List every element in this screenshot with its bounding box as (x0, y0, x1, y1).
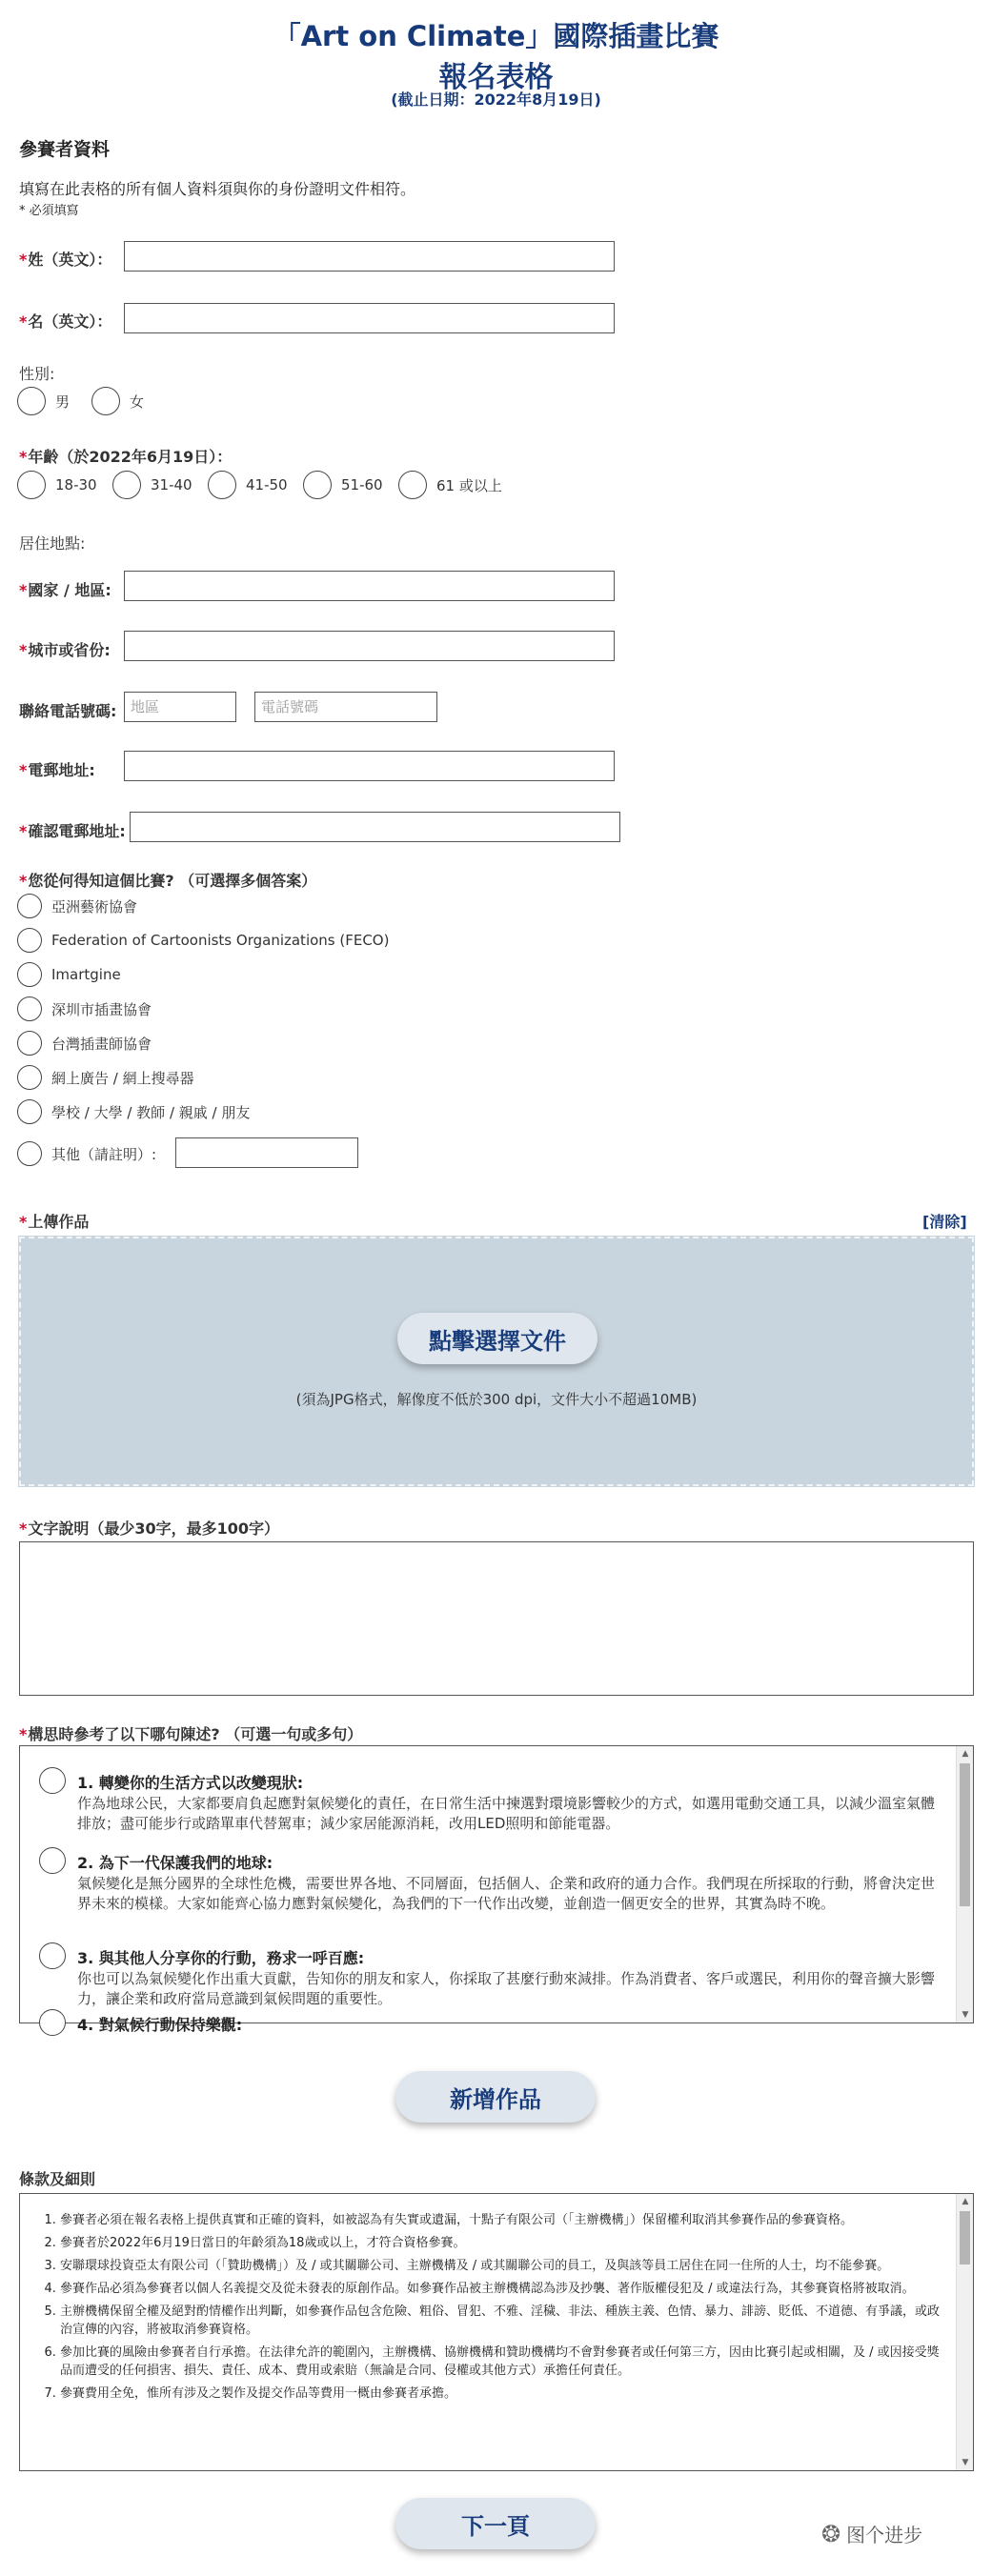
terms-item: 5. 主辦機構保留全權及絕對酌情權作出判斷，如參賽作品包含危險、粗俗、冒犯、不雅、淫穢、非法、種族主義、色情、暴力、誹謗、貶低、不道德、有爭議，或政治宣傳的內容，將被取消參賽資格。 (60, 2303, 944, 2339)
prompts-scroll-box[interactable] (19, 1745, 974, 2034)
area-code-input[interactable] (124, 692, 236, 722)
scroll-thumb[interactable] (960, 2211, 970, 2264)
upload-hint: (須為JPG格式，解像度不低於300 dpi，文件大小不超過10MB) (295, 1391, 698, 1408)
country-input[interactable] (124, 571, 615, 601)
source-option-shenzhen[interactable]: 深圳市插畫協會 (17, 996, 152, 1021)
age-option-51-60[interactable]: 51-60 (303, 471, 383, 499)
instruction-text: 填寫在此表格的所有個人資料須與你的身份證明文件相符。 (19, 180, 416, 198)
city-label: *城市或省份: (19, 641, 111, 659)
age-option-41-50[interactable]: 41-50 (208, 471, 288, 499)
checkbox-icon[interactable] (17, 1099, 42, 1124)
scroll-up-icon[interactable]: ▲ (962, 2197, 969, 2206)
scroll-down-icon[interactable]: ▼ (962, 2010, 969, 2020)
checkbox-icon[interactable] (17, 928, 42, 953)
checkbox-icon[interactable] (17, 1031, 42, 1056)
gender-option-female[interactable]: 女 (91, 387, 144, 415)
age-option-31-40[interactable]: 31-40 (112, 471, 192, 499)
checkbox-icon[interactable] (17, 996, 42, 1021)
source-other-input[interactable] (175, 1137, 358, 1168)
source-option-taiwan[interactable]: 台灣插畫師協會 (17, 1031, 152, 1056)
confirm-email-label: *確認電郵地址: (19, 822, 126, 840)
prompt-item-4[interactable]: 4. 對氣候行動保持樂觀: (39, 2009, 935, 2047)
checkbox-icon[interactable] (17, 894, 42, 918)
phone-label: 聯絡電話號碼: (19, 702, 117, 720)
age-option-61-plus[interactable]: 61 或以上 (398, 471, 502, 499)
upload-label: *上傳作品 (19, 1213, 90, 1231)
form-title: 「Art on Climate」國際插畫比賽 (273, 20, 719, 52)
radio-icon[interactable] (303, 471, 332, 499)
radio-icon[interactable] (91, 387, 120, 415)
checkbox-icon[interactable] (17, 1065, 42, 1090)
watermark: ❂ 图个进步 (821, 2520, 923, 2547)
age-option-18-30[interactable]: 18-30 (17, 471, 97, 499)
prompts-scrollbar[interactable] (956, 1746, 973, 2023)
first-name-input[interactable] (124, 303, 615, 333)
next-page-button[interactable]: 下一頁 (395, 2498, 596, 2549)
checkbox-icon[interactable] (17, 1141, 42, 1166)
city-input[interactable] (124, 631, 615, 661)
confirm-email-input[interactable] (130, 812, 620, 842)
required-note: * 必須填寫 (19, 204, 79, 218)
email-input[interactable] (124, 751, 615, 781)
prompt-item-3[interactable]: 3. 與其他人分享你的行動，務求一呼百應: 你也可以為氣候變化作出重大貢獻，告知你的朋友和家人，你採取了甚麼行動來減排。作為消費者、客戶或選民，利用你的聲音擴大影響力，讓企業和政府當局意識到氣候問題的重要性。 (39, 1942, 935, 2019)
source-option-feco[interactable]: Federation of Cartoonists Organizations (FECO) (17, 928, 389, 953)
terms-title: 條款及細則 (19, 2170, 96, 2188)
terms-item: 4. 參賽作品必須為參賽者以個人名義提交及從未發表的原創作品。如參賽作品被主辦機構認為涉及抄襲、著作版權侵犯及 / 或違法行為，其參賽資格將被取消。 (60, 2280, 944, 2298)
terms-scroll-box[interactable] (19, 2193, 974, 2471)
radio-icon[interactable] (398, 471, 427, 499)
scroll-up-icon[interactable]: ▲ (962, 1749, 969, 1759)
terms-list (39, 2211, 944, 2407)
scroll-down-icon[interactable]: ▼ (962, 2458, 969, 2467)
choose-file-button[interactable]: 點擊選擇文件 (397, 1313, 597, 1364)
radio-icon[interactable] (17, 471, 46, 499)
description-label: *文字說明（最少30字，最多100字） (19, 1519, 280, 1538)
source-label: *您從何得知這個比賽? （可選擇多個答案） (19, 872, 317, 890)
terms-item: 3. 安聯環球投資亞太有限公司（「贊助機構」）及 / 或其關聯公司、主辦機構及 / 或其關聯公司的員工，及與該等員工居住在同一住所的人士，均不能參賽。 (60, 2257, 944, 2275)
gender-label: 性別: (19, 365, 55, 383)
radio-icon[interactable] (208, 471, 236, 499)
country-label: *國家 / 地區: (19, 581, 111, 599)
source-option-school-friends[interactable]: 學校 / 大學 / 教師 / 親戚 / 朋友 (17, 1099, 250, 1124)
upload-dropzone[interactable] (19, 1237, 974, 1486)
terms-item: 7. 參賽費用全免，惟所有涉及之製作及提交作品等費用一概由參賽者承擔。 (60, 2385, 944, 2403)
radio-icon[interactable] (17, 387, 46, 415)
last-name-label: *姓（英文）： (19, 251, 112, 269)
source-option-other[interactable]: 其他（請註明）: (17, 1141, 156, 1166)
source-option-online-ads[interactable]: 網上廣告 / 網上搜尋器 (17, 1065, 194, 1090)
wechat-icon: ❂ (821, 2520, 841, 2547)
radio-icon[interactable] (112, 471, 141, 499)
terms-item: 1. 參賽者必須在報名表格上提供真實和正確的資料，如被認為有失實或遺漏，十點子有限公司（「主辦機構」）保留權利取消其參賽作品的參賽資格。 (60, 2211, 944, 2229)
last-name-input[interactable] (124, 241, 615, 272)
gender-option-male[interactable]: 男 (17, 387, 70, 415)
checkbox-icon[interactable] (17, 962, 42, 987)
deadline-text: (截止日期：2022年8月19日) (391, 91, 601, 109)
checkbox-icon[interactable] (39, 1942, 66, 1969)
checkbox-icon[interactable] (39, 1767, 66, 1794)
terms-item: 6. 參加比賽的風險由參賽者自行承擔。在法律允許的範圍內，主辦機構、協辦機構和贊助機構均不會對參賽者或任何第三方，因由比賽引起或相關，及 / 或因接受獎品而遭受的任何損害、損失、責任、成本、費用或索賠（無論是合同、侵權或其他方式）承擔任何責任。 (60, 2344, 944, 2380)
clear-upload-link[interactable]: [清除] (922, 1213, 967, 1231)
first-name-label: *名（英文）： (19, 312, 112, 331)
source-option-imartgine[interactable]: Imartgine (17, 962, 121, 987)
prompts-label: *構思時參考了以下哪句陳述? （可選一句或多句） (19, 1725, 363, 1743)
participant-section-title: 參賽者資料 (19, 139, 111, 160)
residence-label: 居住地點: (19, 534, 86, 553)
terms-item: 2. 參賽者於2022年6月19日當日的年齡須為18歲或以上，才符合資格參賽。 (60, 2234, 944, 2252)
scroll-thumb[interactable] (960, 1763, 970, 1906)
phone-number-input[interactable] (254, 692, 437, 722)
add-work-button[interactable]: 新增作品 (395, 2071, 596, 2123)
age-label: *年齡（於2022年6月19日）： (19, 448, 233, 466)
source-option-asia-art[interactable]: 亞洲藝術協會 (17, 894, 137, 918)
terms-scrollbar[interactable] (956, 2194, 973, 2470)
email-label: *電郵地址: (19, 761, 95, 779)
description-textarea[interactable] (19, 1541, 974, 1696)
checkbox-icon[interactable] (39, 1847, 66, 1874)
checkbox-icon[interactable] (39, 2009, 66, 2036)
prompt-item-1[interactable]: 1. 轉變你的生活方式以改變現狀: 作為地球公民，大家都要肩負起應對氣候變化的責任，在日常生活中揀選對環境影響較少的方式，如選用電動交通工具，以減少溫室氣體排放；盡可能步行或踏單車代替駕車；減少家居能源消耗，改用LED照明和節能電器。 (39, 1767, 935, 1853)
form-subtitle: 報名表格 (438, 61, 554, 94)
prompt-item-2[interactable]: 2. 為下一代保護我們的地球: 氣候變化是無分國界的全球性危機，需要世界各地、不同層面，包括個人、企業和政府的通力合作。我們現在所採取的行動，將會決定世界未來的模樣。大家如能齊心協力應對氣候變化，為我們的下一代作出改變，並創造一個更安全的世界，其實為時不晚。 (39, 1847, 935, 1952)
